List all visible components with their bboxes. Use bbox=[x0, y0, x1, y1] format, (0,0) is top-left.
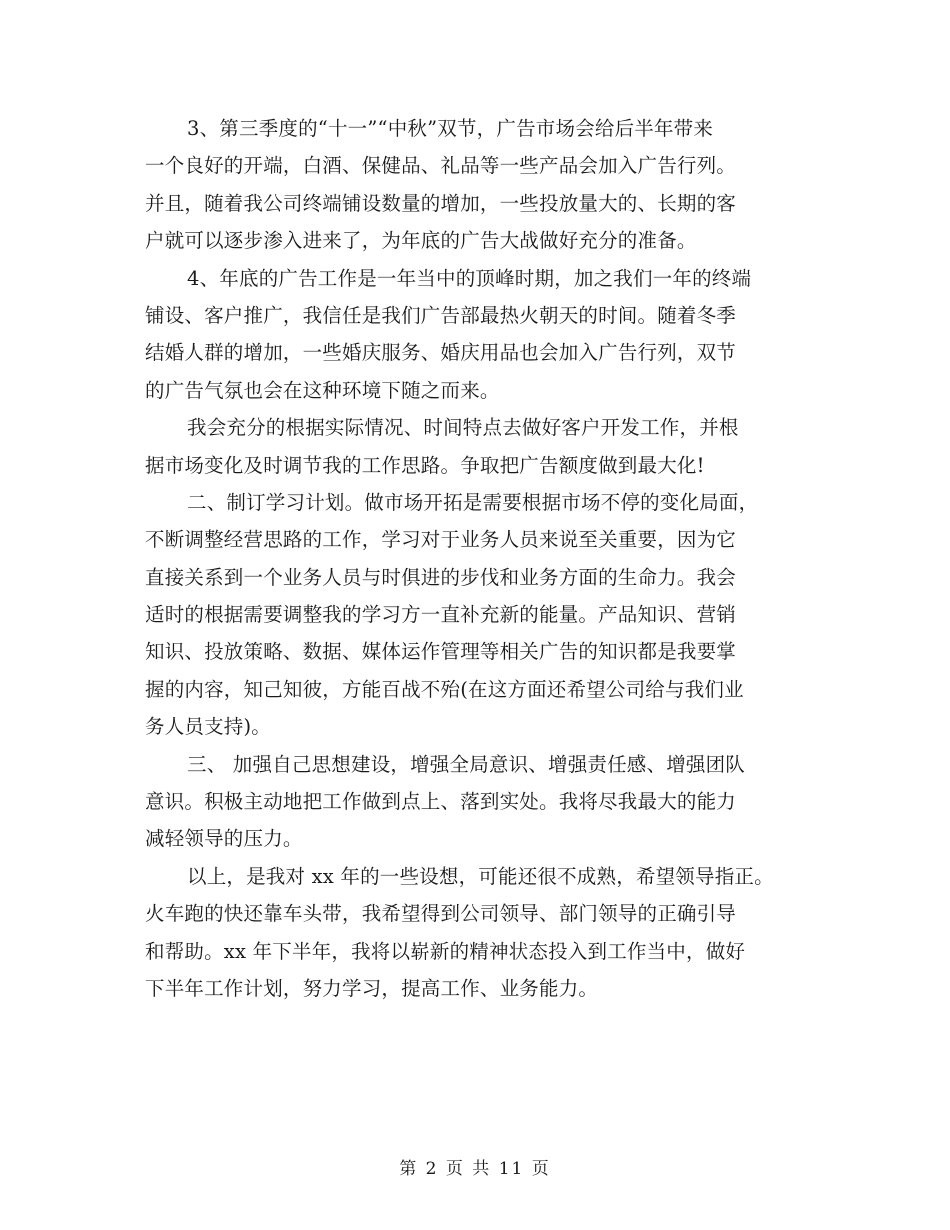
text-line: 3、第三季度的“十一”“中秋”双节，广告市场会给后半年带来 bbox=[187, 117, 714, 140]
text-line: 并且，随着我公司终端铺设数量的增加，一些投放量大的、长期的客 bbox=[145, 191, 737, 215]
paragraph-year-end-plan bbox=[145, 260, 825, 410]
text-line: 的广告气氛也会在这种环境下随之而来。 bbox=[145, 378, 500, 402]
text-line: 知识、投放策略、数据、媒体运作管理等相关广告的知识都是我要掌 bbox=[145, 640, 737, 664]
document-body bbox=[145, 110, 825, 1007]
text-line: 和帮助。xx 年下半年，我将以崭新的精神状态投入到工作当中，做好 bbox=[145, 939, 746, 963]
paragraph-q3-plan bbox=[145, 110, 825, 260]
text-line: 意识。积极主动地把工作做到点上、落到实处。我将尽我最大的能力 bbox=[145, 790, 737, 814]
page-number-footer: 第 2 页 共 11 页 bbox=[399, 1159, 551, 1179]
text-line: 三、 加强自己思想建设，增强全局意识、增强责任感、增强团队 bbox=[187, 752, 745, 776]
paragraph-study-plan bbox=[145, 484, 825, 746]
text-line: 务人员支持)。 bbox=[145, 715, 272, 739]
text-line: 我会充分的根据实际情况、时间特点去做好客户开发工作，并根 bbox=[187, 416, 739, 440]
text-line: 适时的根据需要调整我的学习方一直补充新的能量。产品知识、营销 bbox=[145, 603, 737, 627]
text-line: 不断调整经营思路的工作，学习对于业务人员来说至关重要，因为它 bbox=[145, 528, 737, 552]
text-line: 下半年工作计划，努力学习，提高工作、业务能力。 bbox=[145, 976, 599, 1000]
text-line: 结婚人群的增加，一些婚庆服务、婚庆用品也会加入广告行列，双节 bbox=[145, 341, 737, 365]
text-line: 握的内容，知己知彼，方能百战不殆(在这方面还希望公司给与我们业 bbox=[145, 677, 744, 701]
paragraph-self-development bbox=[145, 746, 825, 858]
text-line: 直接关系到一个业务人员与时俱进的步伐和业务方面的生命力。我会 bbox=[145, 565, 737, 589]
text-line: 铺设、客户推广，我信任是我们广告部最热火朝天的时间。随着冬季 bbox=[145, 303, 737, 327]
paragraph-conclusion bbox=[145, 858, 825, 1008]
text-line: 二、制订学习计划。做市场开拓是需要根据市场不停的变化局面， bbox=[187, 490, 759, 514]
text-line: 4、年底的广告工作是一年当中的顶峰时期，加之我们一年的终端 bbox=[187, 266, 752, 290]
text-line: 火车跑的快还靠车头带，我希望得到公司领导、部门领导的正确引导 bbox=[145, 902, 737, 926]
text-line: 据市场变化及时调节我的工作思路。争取把广告额度做到最大化! bbox=[145, 453, 705, 477]
text-line: 一个良好的开端，白酒、保健品、礼品等一些产品会加入广告行列。 bbox=[145, 154, 737, 178]
text-line: 减轻领导的压力。 bbox=[145, 827, 303, 851]
text-line: 以上，是我对 xx 年的一些设想，可能还很不成熟，希望领导指正。 bbox=[187, 864, 774, 888]
paragraph-client-development bbox=[145, 409, 825, 484]
text-line: 户就可以逐步渗入进来了，为年底的广告大战做好充分的准备。 bbox=[145, 229, 697, 253]
